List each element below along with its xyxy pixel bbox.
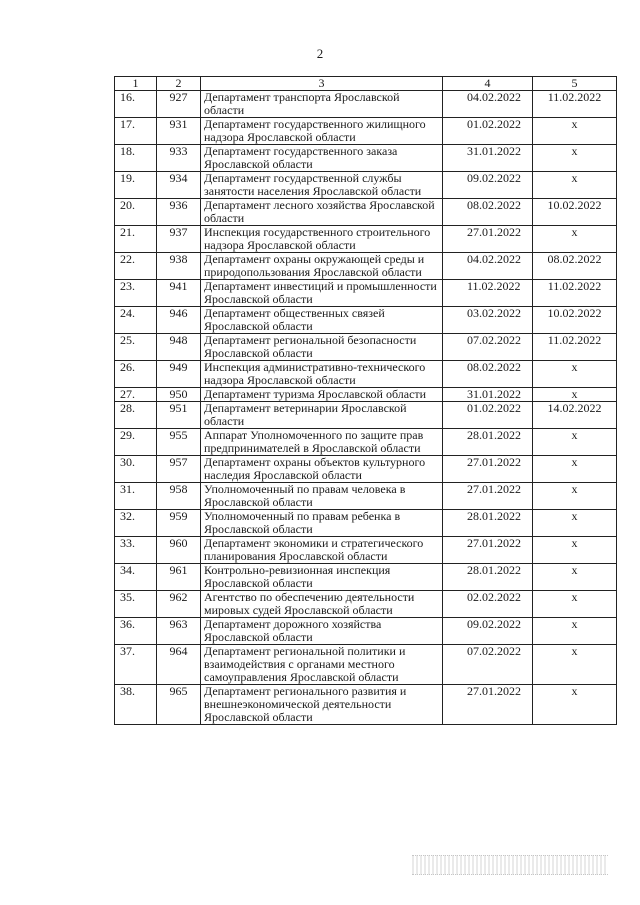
first-date: 27.01.2022 [443, 483, 533, 510]
table-row [115, 591, 617, 618]
registry-table [114, 76, 617, 725]
row-number: 35. [115, 591, 157, 618]
table-row [115, 645, 617, 685]
row-number: 17. [115, 118, 157, 145]
second-date: x [533, 145, 617, 172]
agency-code: 931 [157, 118, 201, 145]
row-number: 27. [115, 388, 157, 402]
table-row [115, 91, 617, 118]
first-date: 28.01.2022 [443, 429, 533, 456]
row-number: 22. [115, 253, 157, 280]
row-number: 29. [115, 429, 157, 456]
second-date: x [533, 591, 617, 618]
table-header-row [115, 77, 617, 91]
table-row [115, 172, 617, 199]
row-number: 37. [115, 645, 157, 685]
agency-name: Инспекция государственного строительного надзора Ярославской области [201, 226, 443, 253]
agency-code: 948 [157, 334, 201, 361]
agency-code: 951 [157, 402, 201, 429]
agency-name: Департамент туризма Ярославской области [201, 388, 443, 402]
table-row [115, 253, 617, 280]
second-date: 08.02.2022 [533, 253, 617, 280]
first-date: 31.01.2022 [443, 388, 533, 402]
agency-code: 964 [157, 645, 201, 685]
agency-code: 949 [157, 361, 201, 388]
first-date: 28.01.2022 [443, 564, 533, 591]
agency-name: Департамент дорожного хозяйства Ярославской области [201, 618, 443, 645]
table-row [115, 429, 617, 456]
row-number: 33. [115, 537, 157, 564]
table-row [115, 334, 617, 361]
second-date: x [533, 361, 617, 388]
second-date: x [533, 172, 617, 199]
first-date: 09.02.2022 [443, 172, 533, 199]
table-row [115, 510, 617, 537]
table-row [115, 483, 617, 510]
agency-name: Департамент экономики и стратегического планирования Ярославской области [201, 537, 443, 564]
agency-name: Контрольно-ревизионная инспекция Ярославской области [201, 564, 443, 591]
second-date: x [533, 456, 617, 483]
table-row [115, 456, 617, 483]
first-date: 08.02.2022 [443, 361, 533, 388]
agency-code: 957 [157, 456, 201, 483]
agency-name: Агентство по обеспечению деятельности мировых судей Ярославской области [201, 591, 443, 618]
first-date: 11.02.2022 [443, 280, 533, 307]
row-number: 34. [115, 564, 157, 591]
table-row [115, 402, 617, 429]
table-row [115, 280, 617, 307]
column-header: 3 [201, 77, 443, 91]
table-row [115, 307, 617, 334]
first-date: 07.02.2022 [443, 645, 533, 685]
second-date: 10.02.2022 [533, 307, 617, 334]
row-number: 21. [115, 226, 157, 253]
agency-name: Уполномоченный по правам человека в Ярославской области [201, 483, 443, 510]
row-number: 38. [115, 685, 157, 725]
second-date: x [533, 429, 617, 456]
agency-name: Департамент инвестиций и промышленности Ярославской области [201, 280, 443, 307]
agency-code: 933 [157, 145, 201, 172]
second-date: x [533, 618, 617, 645]
second-date: x [533, 483, 617, 510]
agency-code: 934 [157, 172, 201, 199]
agency-code: 962 [157, 591, 201, 618]
column-header: 1 [115, 77, 157, 91]
second-date: 11.02.2022 [533, 280, 617, 307]
table-row [115, 685, 617, 725]
row-number: 16. [115, 91, 157, 118]
first-date: 27.01.2022 [443, 226, 533, 253]
table-row [115, 199, 617, 226]
agency-name: Департамент общественных связей Ярославской области [201, 307, 443, 334]
agency-code: 938 [157, 253, 201, 280]
agency-name: Департамент лесного хозяйства Ярославской области [201, 199, 443, 226]
agency-name: Департамент ветеринарии Ярославской области [201, 402, 443, 429]
table-row [115, 537, 617, 564]
agency-code: 961 [157, 564, 201, 591]
row-number: 31. [115, 483, 157, 510]
agency-code: 927 [157, 91, 201, 118]
agency-code: 946 [157, 307, 201, 334]
row-number: 36. [115, 618, 157, 645]
row-number: 19. [115, 172, 157, 199]
second-date: 11.02.2022 [533, 91, 617, 118]
first-date: 02.02.2022 [443, 591, 533, 618]
agency-code: 959 [157, 510, 201, 537]
agency-name: Департамент охраны объектов культурного наследия Ярославской области [201, 456, 443, 483]
second-date: 10.02.2022 [533, 199, 617, 226]
first-date: 04.02.2022 [443, 253, 533, 280]
second-date: x [533, 510, 617, 537]
row-number: 25. [115, 334, 157, 361]
row-number: 18. [115, 145, 157, 172]
first-date: 28.01.2022 [443, 510, 533, 537]
table-row [115, 145, 617, 172]
first-date: 03.02.2022 [443, 307, 533, 334]
row-number: 28. [115, 402, 157, 429]
agency-code: 950 [157, 388, 201, 402]
first-date: 31.01.2022 [443, 145, 533, 172]
first-date: 08.02.2022 [443, 199, 533, 226]
page-number: 2 [316, 46, 324, 61]
first-date: 04.02.2022 [443, 91, 533, 118]
table-row [115, 388, 617, 402]
agency-code: 941 [157, 280, 201, 307]
agency-code: 955 [157, 429, 201, 456]
column-header: 2 [157, 77, 201, 91]
scan-artifact [412, 855, 608, 875]
second-date: x [533, 564, 617, 591]
table-row [115, 118, 617, 145]
first-date: 27.01.2022 [443, 537, 533, 564]
agency-name: Аппарат Уполномоченного по защите прав предпринимателей в Ярославской области [201, 429, 443, 456]
first-date: 27.01.2022 [443, 685, 533, 725]
agency-name: Уполномоченный по правам ребенка в Ярославской области [201, 510, 443, 537]
agency-name: Департамент регионального развития и внешнеэкономической деятельности Ярославской области [201, 685, 443, 725]
agency-code: 936 [157, 199, 201, 226]
table-row [115, 564, 617, 591]
agency-code: 937 [157, 226, 201, 253]
row-number: 24. [115, 307, 157, 334]
row-number: 26. [115, 361, 157, 388]
agency-code: 958 [157, 483, 201, 510]
second-date: x [533, 226, 617, 253]
agency-name: Департамент региональной политики и взаимодействия с органами местного самоуправления Ярославской области [201, 645, 443, 685]
agency-name: Департамент государственного заказа Ярославской области [201, 145, 443, 172]
table-row [115, 226, 617, 253]
agency-name: Департамент государственного жилищного надзора Ярославской области [201, 118, 443, 145]
second-date: x [533, 537, 617, 564]
column-header: 4 [443, 77, 533, 91]
first-date: 01.02.2022 [443, 118, 533, 145]
agency-code: 960 [157, 537, 201, 564]
second-date: 14.02.2022 [533, 402, 617, 429]
second-date: x [533, 685, 617, 725]
second-date: 11.02.2022 [533, 334, 617, 361]
second-date: x [533, 118, 617, 145]
agency-code: 965 [157, 685, 201, 725]
column-header: 5 [533, 77, 617, 91]
table-row [115, 618, 617, 645]
first-date: 27.01.2022 [443, 456, 533, 483]
first-date: 01.02.2022 [443, 402, 533, 429]
first-date: 09.02.2022 [443, 618, 533, 645]
agency-name: Департамент государственной службы занятости населения Ярославской области [201, 172, 443, 199]
agency-code: 963 [157, 618, 201, 645]
first-date: 07.02.2022 [443, 334, 533, 361]
second-date: x [533, 645, 617, 685]
row-number: 32. [115, 510, 157, 537]
agency-name: Департамент охраны окружающей среды и природопользования Ярославской области [201, 253, 443, 280]
second-date: x [533, 388, 617, 402]
row-number: 23. [115, 280, 157, 307]
agency-name: Департамент транспорта Ярославской области [201, 91, 443, 118]
agency-name: Инспекция административно-технического надзора Ярославской области [201, 361, 443, 388]
row-number: 20. [115, 199, 157, 226]
row-number: 30. [115, 456, 157, 483]
agency-name: Департамент региональной безопасности Ярославской области [201, 334, 443, 361]
table-row [115, 361, 617, 388]
